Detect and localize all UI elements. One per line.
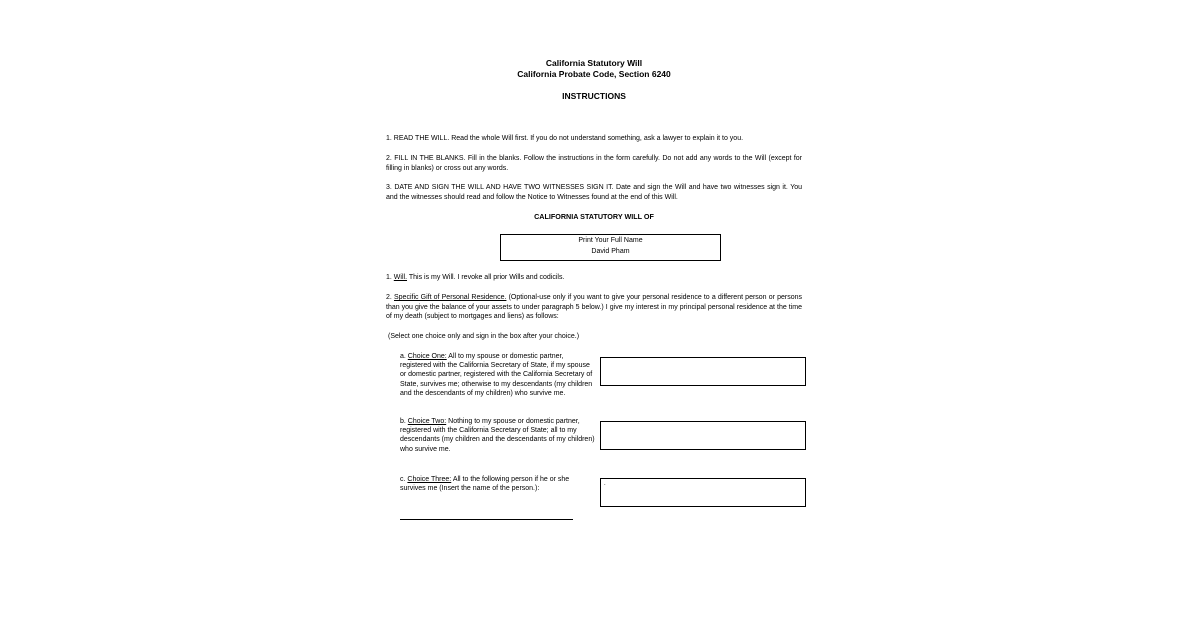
section-2-number: 2. [386,294,392,301]
choice-one-signature-box[interactable] [600,357,806,386]
section-2-text: (Optional-use only if you want to give your personal residence to a different person or persons than you give the balance of your assets to under paragraph 5 below.) I give my interest in my principal personal residence at the time of my death (subject to mortgages and liens) as follows: [386,294,802,321]
section-1-text: This is my Will. I revoke all prior Wills and codicils. [408,274,565,281]
section-1-number: 1. [386,274,392,281]
choice-one-body: All to my spouse or domestic partner, registered with the California Secretary of State, if my spouse or domestic partner, registered with the California Secretary of State, survives me; otherwise to my descendants (my children and the descendants of my children) who survive me. [400,353,593,397]
section-1-title: Will. [393,274,408,281]
choice-two-signature-box[interactable] [600,421,806,450]
title-line-2: California Probate Code, Section 6240 [517,68,671,79]
full-name-field[interactable] [500,234,721,261]
instruction-3: 3. DATE AND SIGN THE WILL AND HAVE TWO WITNESSES SIGN IT. Date and sign the Will and have two witnesses sign it. You and the witnesses should read and follow the Notice to Witnesses found at the end of this Will. [386,184,802,201]
will-heading: CALIFORNIA STATUTORY WILL OF [534,212,654,221]
choice-three-name-line[interactable] [400,519,573,520]
choice-one-letter: a. [400,353,406,360]
choice-one-title: Choice One: [407,353,447,360]
choice-three-title: Choice Three: [407,476,452,483]
choice-two-body: Nothing to my spouse or domestic partner, registered with the California Secretary of State; all to my descendants (my children and the descendants of my children) who survive me. [400,418,595,453]
title-line-1: California Statutory Will [545,58,643,68]
full-name-label: Print Your Full Name [578,237,643,244]
choice-two-letter: b. [400,418,406,425]
instructions-heading: INSTRUCTIONS [562,91,626,101]
full-name-value: David Pham [591,247,630,255]
choice-three-box-mark: . [604,481,606,487]
choice-one-text [400,352,596,398]
choice-two-title: Choice Two: [407,418,447,425]
choice-two-text [400,417,596,454]
instruction-2: 2. FILL IN THE BLANKS. Fill in the blanks. Follow the instructions in the form carefully. Do not add any words to the Will (except for filling in blanks) or cross out any words. [386,155,802,172]
instruction-1: 1. READ THE WILL. Read the whole Will first. If you do not understand something, ask a lawyer to explain it to you. [386,135,744,142]
choice-three-letter: c. [400,476,406,483]
section-2 [386,293,802,322]
choice-three-body: All to the following person if he or she survives me (Insert the name of the person.): [400,476,570,493]
section-2-title: Specific Gift of Personal Residence. [393,294,507,301]
section-1 [386,273,802,283]
choice-three-signature-box[interactable] [600,478,806,507]
document-title [386,58,802,79]
choice-three-text [400,475,572,493]
select-note: (Select one choice only and sign in the box after your choice.) [388,333,580,340]
